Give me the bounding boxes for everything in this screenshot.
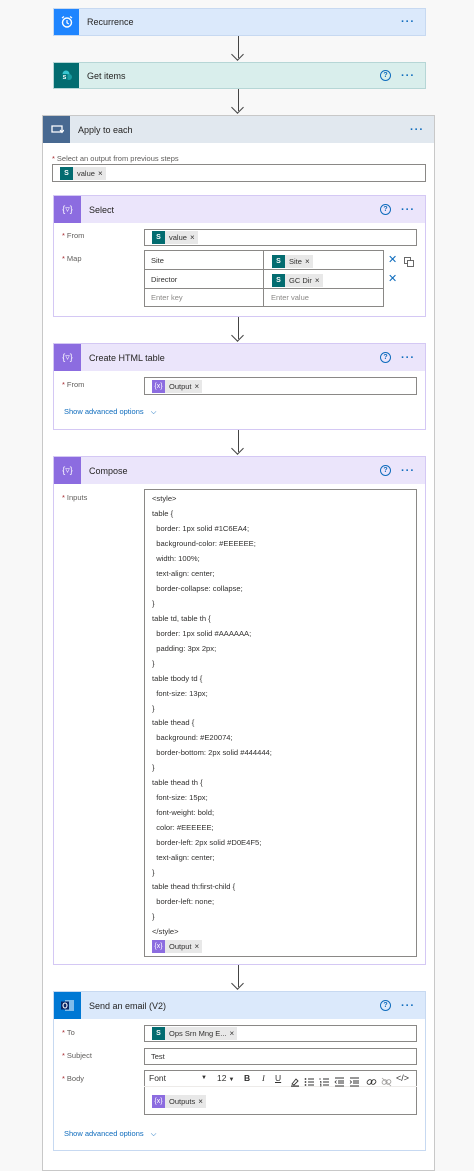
help-icon[interactable]: ?	[380, 1000, 391, 1011]
chevron-down-icon: ⌵	[150, 407, 157, 416]
code-line: table tbody td {	[152, 674, 203, 683]
data-operation-icon: {▿}	[54, 457, 81, 484]
sharepoint-icon: S	[60, 167, 73, 180]
sharepoint-icon	[54, 63, 79, 88]
code-line: </style>	[152, 927, 179, 936]
unlink-icon[interactable]	[381, 1074, 392, 1092]
select-output-field[interactable]	[52, 164, 426, 182]
sharepoint-icon: S	[272, 274, 285, 287]
loop-icon	[43, 116, 70, 143]
flow-arrow	[231, 430, 247, 456]
code-line: border-bottom: 2px solid #444444;	[152, 748, 272, 757]
switch-to-text-mode-icon[interactable]	[404, 254, 414, 264]
flow-arrow	[231, 317, 247, 343]
more-options-button[interactable]: ···	[401, 351, 415, 364]
sharepoint-icon: S	[152, 231, 165, 244]
outputs-token[interactable]: {x} Outputs ×	[152, 1095, 206, 1108]
code-line: }	[152, 912, 155, 921]
flow-arrow	[231, 36, 247, 62]
more-options-button[interactable]: ···	[401, 999, 415, 1012]
remove-token-icon[interactable]: ×	[314, 276, 320, 285]
bold-button[interactable]: B	[244, 1073, 251, 1083]
link-icon[interactable]	[366, 1074, 377, 1092]
value-token[interactable]: S value ×	[152, 231, 198, 244]
highlight-icon[interactable]	[290, 1074, 300, 1092]
subject-field[interactable]	[144, 1048, 417, 1065]
code-line: }	[152, 763, 155, 772]
subject-label: * Subject	[62, 1051, 92, 1060]
to-label: * To	[62, 1028, 75, 1037]
dropdown-triangle-icon: ▼	[201, 1075, 207, 1081]
remove-token-icon[interactable]: ×	[198, 1097, 203, 1106]
code-line: font-size: 13px;	[152, 689, 208, 698]
show-advanced-options-link[interactable]: Show advanced options ⌵	[64, 407, 157, 416]
help-icon[interactable]: ?	[380, 352, 391, 363]
code-line: table thead th:first-child {	[152, 882, 236, 891]
show-advanced-options-link[interactable]: Show advanced options ⌵	[64, 1129, 157, 1138]
step-title: Send an email (V2)	[89, 1000, 167, 1011]
code-line: table td, table th {	[152, 614, 211, 623]
code-line: table thead th {	[152, 778, 203, 787]
site-token[interactable]: S Site ×	[272, 255, 313, 268]
expression-icon: {x}	[152, 1095, 165, 1108]
sharepoint-icon: S	[272, 255, 285, 268]
code-line: border-collapse: collapse;	[152, 584, 243, 593]
code-line: table {	[152, 509, 174, 518]
more-options-button[interactable]: ···	[410, 123, 424, 136]
inputs-label: * Inputs	[62, 493, 88, 502]
step-title: Compose	[89, 465, 128, 476]
outlook-icon	[54, 992, 81, 1019]
remove-token-icon[interactable]: ×	[304, 257, 310, 266]
code-line: border-left: 2px solid #D0E4F5;	[152, 838, 262, 847]
code-line: table thead {	[152, 718, 195, 727]
select-output-label: * Select an output from previous steps	[52, 154, 179, 163]
from-label: * From	[62, 231, 85, 240]
map-key-cell[interactable]: Site	[151, 256, 164, 265]
font-select[interactable]: Font ▼	[149, 1073, 207, 1083]
increase-indent-icon[interactable]	[349, 1074, 360, 1092]
gc-dir-token[interactable]: S GC Dir ×	[272, 274, 323, 287]
map-divider	[144, 269, 384, 270]
code-line: <style>	[152, 494, 177, 503]
output-token[interactable]: {x} Output ×	[152, 380, 202, 393]
sharepoint-icon: S	[152, 1027, 165, 1040]
help-icon[interactable]: ?	[380, 70, 391, 81]
map-label: * Map	[62, 254, 82, 263]
underline-button[interactable]: U	[275, 1073, 282, 1083]
expression-icon: {x}	[152, 940, 165, 953]
step-title: Recurrence	[87, 17, 134, 27]
flow-arrow	[231, 89, 247, 115]
recipient-token[interactable]: S Ops Srn Mng E... ×	[152, 1027, 237, 1040]
help-icon[interactable]: ?	[380, 465, 391, 476]
subject-value: Test	[151, 1052, 165, 1061]
numbered-list-icon[interactable]	[319, 1074, 330, 1092]
code-line: background: #E20074;	[152, 733, 233, 742]
decrease-indent-icon[interactable]	[334, 1074, 345, 1092]
body-label: * Body	[62, 1074, 85, 1083]
get-items-card[interactable]	[53, 62, 426, 89]
dropdown-triangle-icon: ▼	[228, 1077, 235, 1083]
code-line: border: 1px solid #1C6EA4;	[152, 524, 250, 533]
code-line: font-weight: bold;	[152, 808, 215, 817]
recurrence-card[interactable]	[53, 8, 426, 36]
alarm-clock-icon	[54, 9, 79, 35]
map-key-cell[interactable]: Director	[151, 275, 178, 284]
step-title: Apply to each	[78, 124, 133, 135]
remove-row-button[interactable]: ✕	[388, 254, 398, 266]
step-title: Select	[89, 204, 115, 215]
code-line: color: #EEEEEE;	[152, 823, 214, 832]
italic-button[interactable]: I	[262, 1073, 265, 1083]
from-label: * From	[62, 380, 85, 389]
more-options-button[interactable]: ···	[401, 16, 415, 28]
output-token[interactable]: {x} Output ×	[152, 940, 202, 953]
chevron-down-icon: ⌵	[150, 1129, 157, 1138]
bulleted-list-icon[interactable]	[304, 1074, 315, 1092]
data-operation-icon: {▿}	[54, 196, 81, 223]
remove-row-button[interactable]: ✕	[388, 273, 398, 285]
value-token[interactable]: S value ×	[60, 167, 106, 180]
map-divider	[263, 250, 264, 307]
more-options-button[interactable]: ···	[401, 203, 415, 216]
remove-token-icon[interactable]: ×	[97, 169, 103, 178]
code-line: text-align: center;	[152, 853, 215, 862]
flow-arrow	[231, 965, 247, 991]
expression-icon: {x}	[152, 380, 165, 393]
code-line: border: 1px solid #AAAAAA;	[152, 629, 252, 638]
help-icon[interactable]: ?	[380, 204, 391, 215]
step-title: Create HTML table	[89, 352, 165, 363]
code-line: }	[152, 868, 155, 877]
value-placeholder[interactable]: Enter value	[271, 293, 309, 302]
code-line: }	[152, 704, 155, 713]
more-options-button[interactable]: ···	[401, 69, 415, 82]
map-divider	[144, 288, 384, 289]
more-options-button[interactable]: ···	[401, 464, 415, 477]
data-operation-icon: {▿}	[54, 344, 81, 371]
key-placeholder[interactable]: Enter key	[151, 293, 183, 302]
code-line: }	[152, 659, 155, 668]
code-line: border-left: none;	[152, 897, 215, 906]
font-size-select[interactable]: 12 ▼	[217, 1073, 235, 1083]
remove-token-icon[interactable]: ×	[194, 382, 200, 391]
code-view-icon[interactable]: </>	[396, 1073, 410, 1083]
code-line: font-size: 15px;	[152, 793, 208, 802]
remove-token-icon[interactable]: ×	[194, 942, 200, 951]
code-line: background-color: #EEEEEE;	[152, 539, 256, 548]
code-line: }	[152, 599, 155, 608]
svg-text:S: S	[62, 74, 66, 81]
code-line: text-align: center;	[152, 569, 215, 578]
code-line: width: 100%;	[152, 554, 200, 563]
step-title: Get items	[87, 70, 126, 81]
remove-token-icon[interactable]: ×	[189, 233, 195, 242]
code-line: padding: 3px 2px;	[152, 644, 217, 653]
remove-token-icon[interactable]: ×	[229, 1029, 235, 1038]
